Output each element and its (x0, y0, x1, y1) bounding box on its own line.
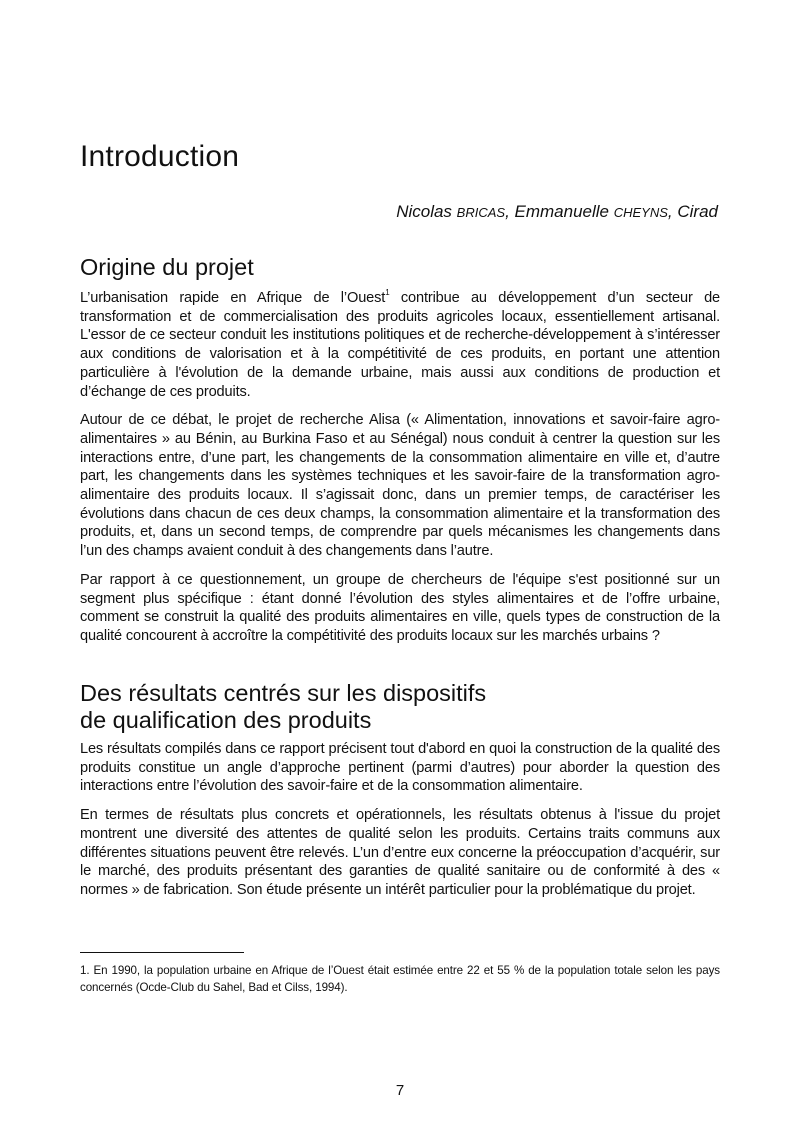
paragraph-text: L’urbanisation rapide en Afrique de l’Ouest (80, 290, 386, 306)
author-1-last: BRICAS (456, 205, 506, 220)
author-separator: , Emmanuelle (505, 202, 614, 221)
paragraph: Par rapport à ce questionnement, un groupe de chercheurs de l'équipe s'est positionné sur un segment plus spécifique : étant donné l’évolution des styles alimentaires et de l’offre urbaine, comment se construit la qualité des produits alimentaires en ville, quels types de construction de la qualité concourent à accroître la compétitivité des produits locaux sur les marchés urbains ? (80, 571, 720, 644)
paragraph (80, 289, 720, 401)
heading-line: Des résultats centrés sur les dispositifs (80, 680, 487, 706)
paragraph: Les résultats compilés dans ce rapport précisent tout d'abord en quoi la construction de la qualité des produits constitue un angle d’approche pertinent (parmi d’autres) pour aborder la question des interactions entre l’évolution des savoir-faire et de la consommation alimentaire. (80, 741, 720, 795)
affiliation: , Cirad (667, 202, 718, 221)
heading-line: de qualification des produits (80, 707, 372, 733)
page-title: Introduction (80, 140, 240, 173)
section-resultats-body (80, 740, 720, 910)
paragraph: Autour de ce débat, le projet de recherche Alisa (« Alimentation, innovations et savoir-faire agro-alimentaires » au Bénin, au Burkina Faso et au Sénégal) nous conduit à centrer la question sur les interactions entre, d’une part, les changements de la consommation alimentaire en ville et, d’autre part, les changements dans les systèmes techniques et les savoir-faire de la transformation agro-alimentaire des produits locaux. Il s’agissait donc, dans un premier temps, de caractériser les évolutions dans chacun de ces deux champs, la consommation alimentaire et la transformation des produits, et, dans un second temps, de comprendre par quels mécanismes les changements dans l’un des champs avaient conduit à des changements dans l’autre. (80, 412, 720, 560)
footnote-ref[interactable]: 1 (385, 288, 390, 297)
section-heading-origine: Origine du projet (80, 254, 254, 280)
authors-line (396, 202, 718, 222)
footnote-divider (80, 952, 244, 953)
paragraph-text: contribue au développement d’un secteur de transformation et de commercialisation des produits agricoles locaux, essentiellement artisanal. L'essor de ce secteur conduit les institutions politiques et de recherche-développement à s’intéresser aux conditions de valorisation et à la compétitivité de ces produits, en portant une attention particulière à l'évolution de la demande urbaine, mais aussi aux conditions de production et d’échange de ces produits. (80, 290, 721, 400)
author-2-last: CHEYNS (613, 205, 668, 220)
section-origine-body (80, 289, 720, 656)
footnote: 1. En 1990, la population urbaine en Afrique de l’Ouest était estimée entre 22 et 55 % de la population totale selon les pays concernés (Ocde-Club du Sahel, Bad et Cilss, 1994). (80, 964, 720, 994)
section-heading-resultats (80, 680, 486, 734)
page-number: 7 (395, 1082, 405, 1099)
paragraph: En termes de résultats plus concrets et opérationnels, les résultats obtenus à l'issue du projet montrent une diversité des attentes de qualité selon les produits. Certains traits communs aux différentes situations peuvent être relevés. L’un d’entre eux concerne la préoccupation d’acquérir, sur le marché, des produits présentant des garanties de qualité sanitaire ou de conformité à des « normes » de fabrication. Son étude présente un intérêt particulier pour la problématique du projet. (80, 807, 720, 898)
author-1-first: Nicolas (396, 202, 457, 221)
